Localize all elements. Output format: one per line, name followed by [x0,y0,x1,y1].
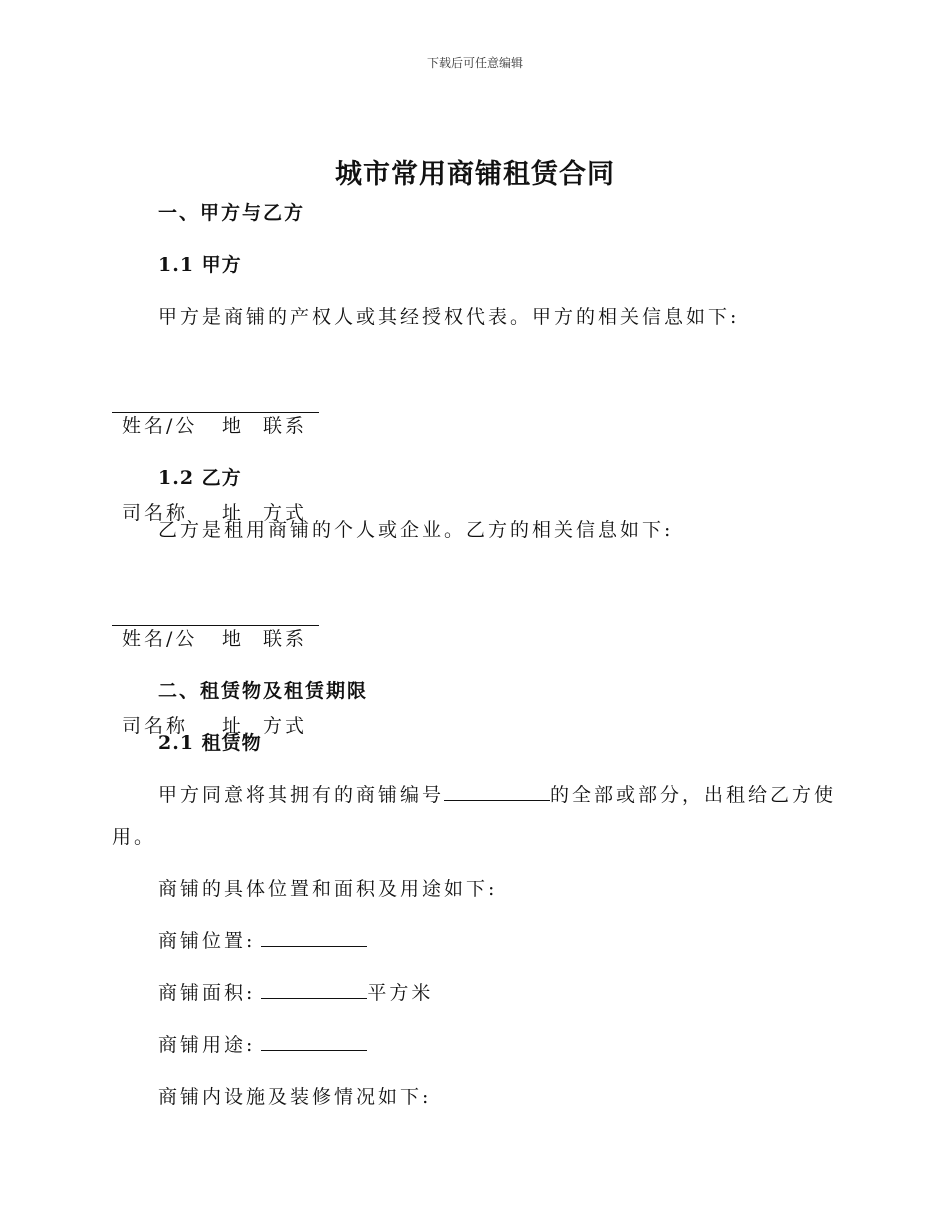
table-header-address-line1: 地 [222,628,245,650]
shop-number-blank [444,780,550,801]
table-header-contact-line1: 联系 [263,415,308,437]
shop-area-blank [261,978,367,999]
section-1-heading: 一、甲方与乙方 [158,202,306,224]
section-2-heading: 二、租赁物及租赁期限 [158,680,369,702]
shop-area-line [158,978,433,1005]
shop-usage-label: 商铺用途: [158,1034,256,1056]
table-header-name-line1: 姓名/公 [122,628,198,650]
table-header-address-line1: 地 [222,415,245,437]
lease-object-paragraph-line1 [158,780,836,807]
shop-location-label: 商铺位置: [158,930,256,952]
shop-area-unit: 平方米 [367,982,434,1004]
shop-location-blank [261,926,367,947]
lease-object-paragraph-line2: 用。 [112,826,157,848]
facilities-intro: 商铺内设施及装修情况如下: [158,1086,432,1108]
shop-usage-blank [261,1030,367,1051]
party-b-intro: 乙方是租用商铺的个人或企业。乙方的相关信息如下: [158,519,674,541]
lease-object-text-before: 甲方同意将其拥有的商铺编号 [158,784,445,806]
table-header-name-line1: 姓名/公 [122,415,198,437]
party-a-intro: 甲方是商铺的产权人或其经授权代表。甲方的相关信息如下: [158,306,740,328]
shop-location-line [158,926,367,953]
document-title: 城市常用商铺租赁合同 [335,159,615,190]
table-header-contact-line2: 方式 [263,502,308,524]
shop-details-intro: 商铺的具体位置和面积及用途如下: [158,878,498,900]
table-header-name-line2: 司名称 [122,715,189,737]
table-header-contact-line2: 方式 [263,715,308,737]
table-header-contact [263,354,307,586]
page-header-note: 下载后可任意编辑 [426,56,523,70]
table-header-address-line2: 址 [222,502,245,524]
lease-object-text-after: 的全部或部分，出租给乙方使 [550,784,837,806]
table-header-name-line2: 司名称 [122,502,189,524]
table-header-address-line2: 址 [222,715,245,737]
shop-area-label: 商铺面积: [158,982,256,1004]
party-b-heading: 1.2 乙方 [158,467,242,489]
shop-usage-line [158,1030,367,1057]
lease-object-heading: 2.1 租赁物 [158,732,262,754]
table-header-contact-line1: 联系 [263,628,308,650]
party-a-heading: 1.1 甲方 [158,254,242,276]
